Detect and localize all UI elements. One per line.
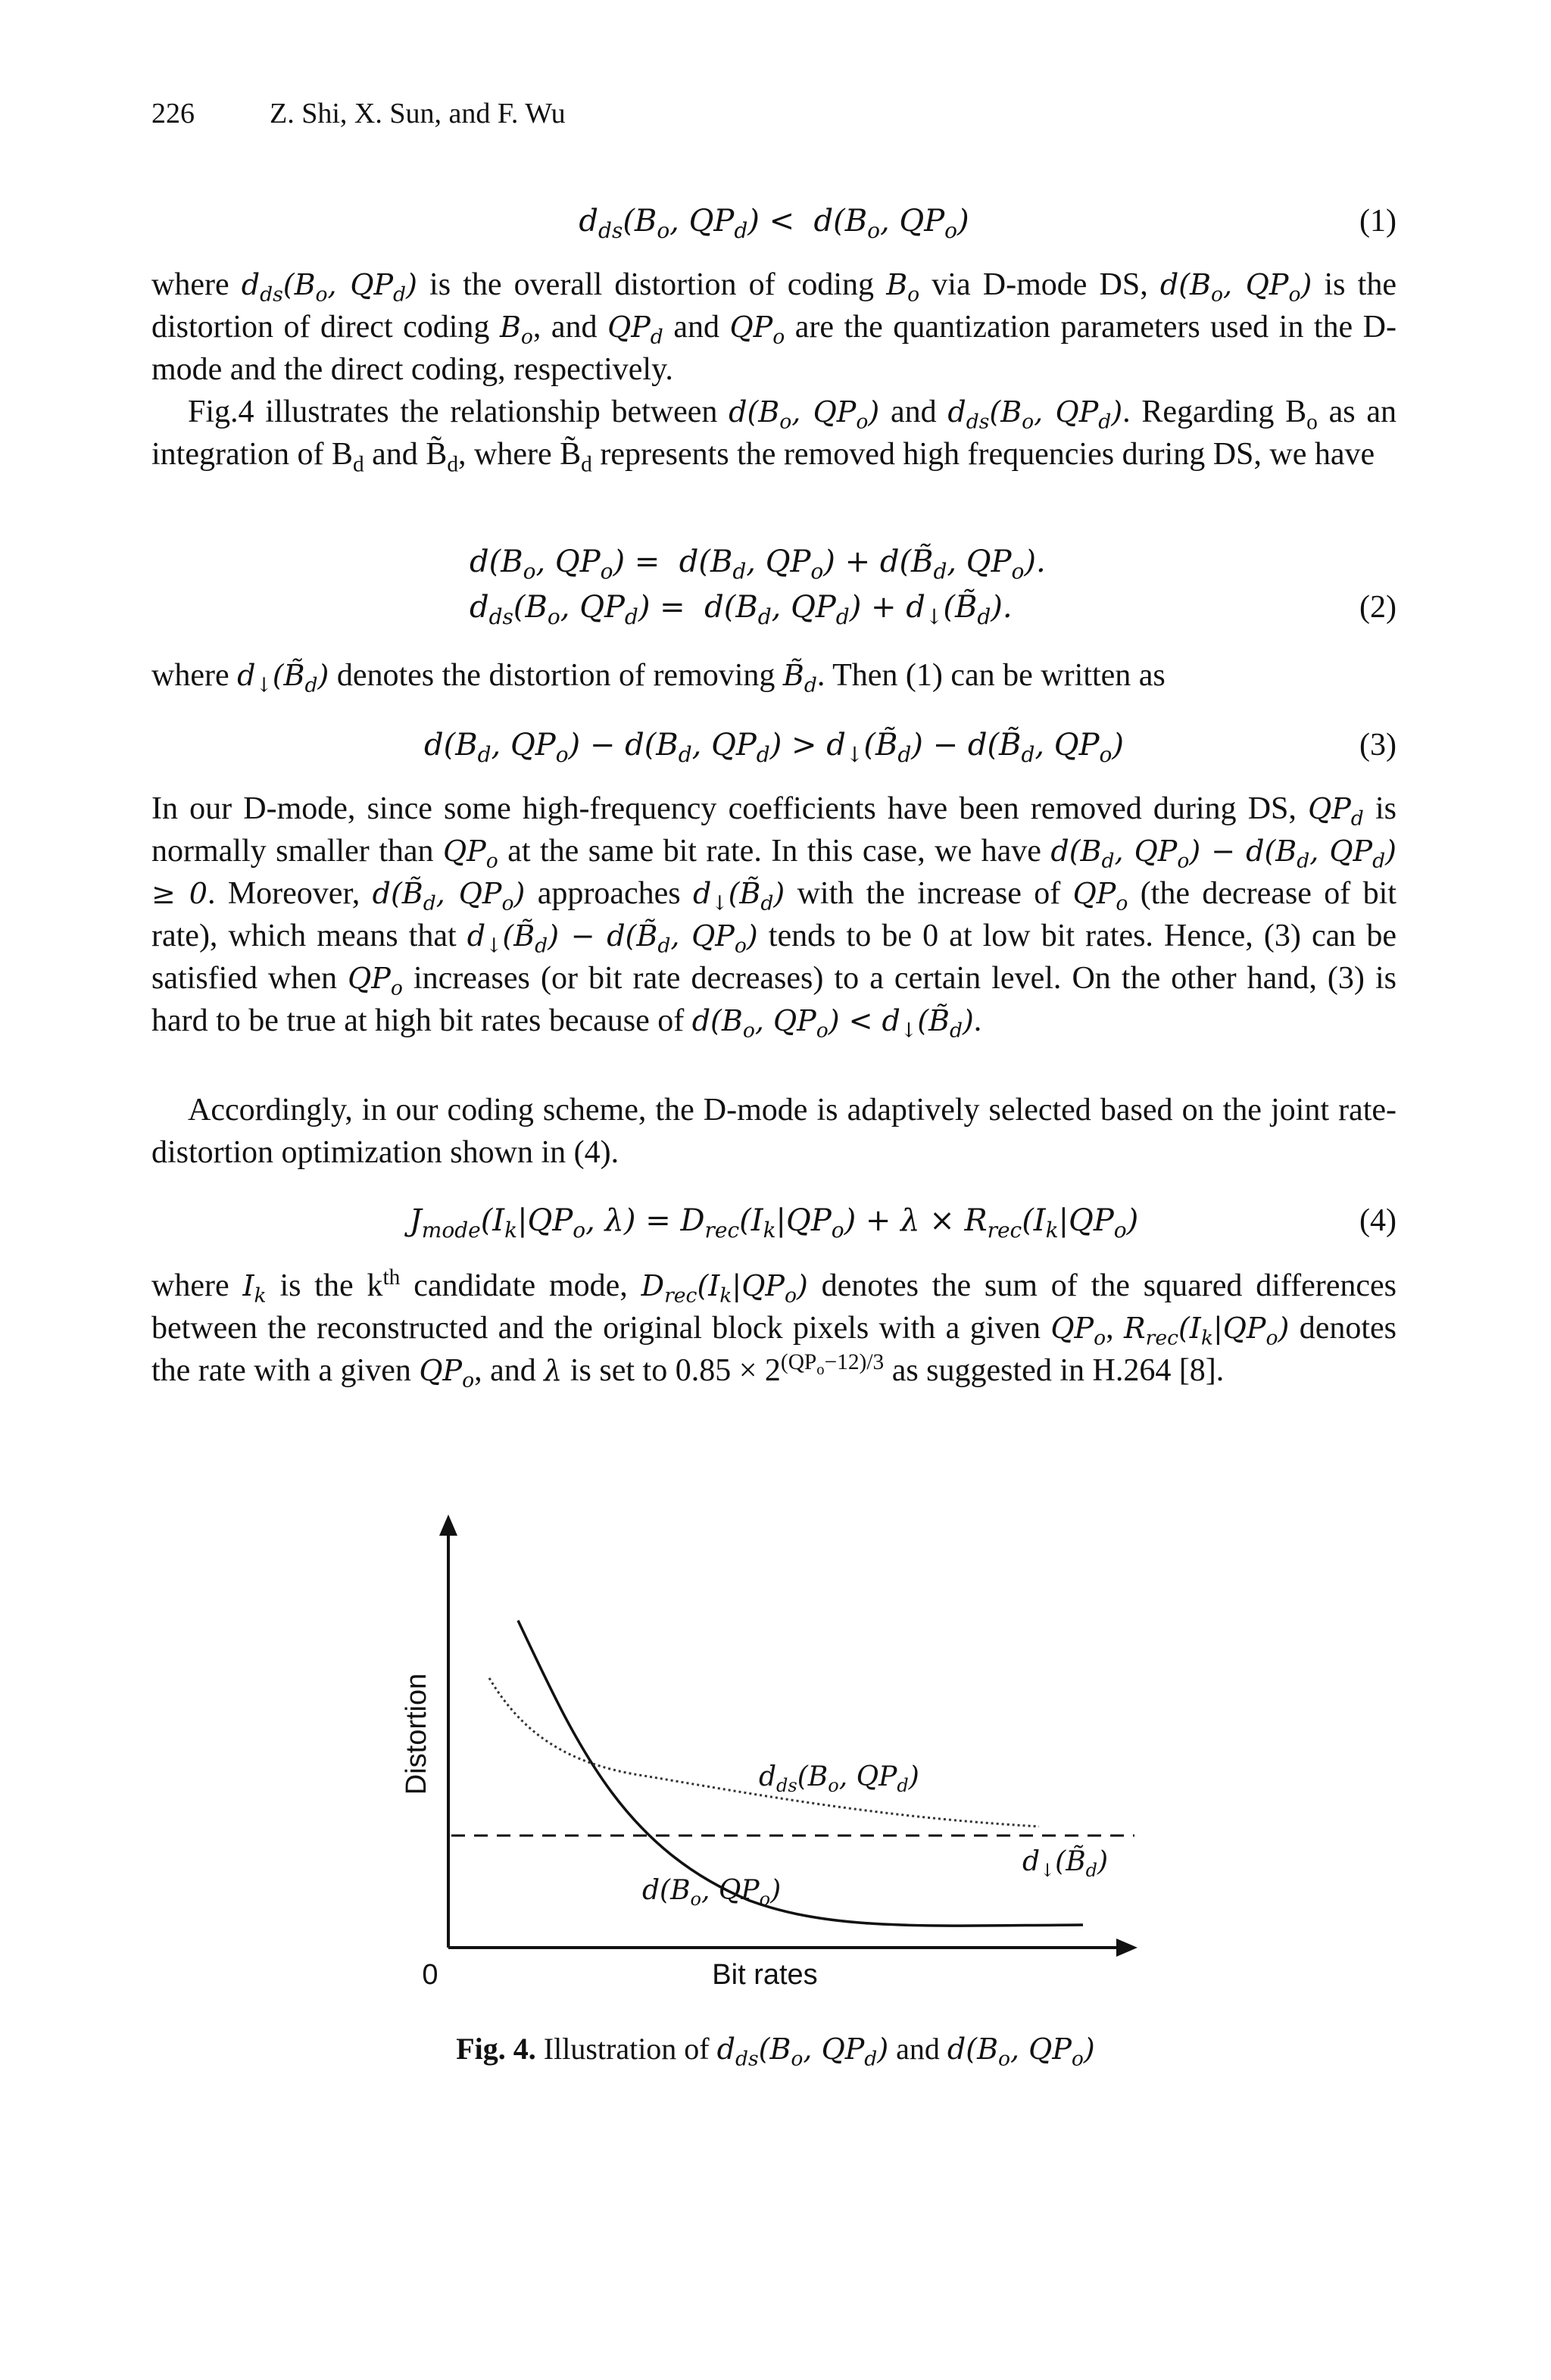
equation-3 xyxy=(151,722,1397,768)
curve-dmode-ds xyxy=(489,1678,1039,1826)
x-axis-label: Bit rates xyxy=(712,1959,818,1991)
y-axis-label: Distortion xyxy=(401,1673,432,1795)
paragraph-2: Fig.4 illustrates the relationship between $d(B_o$, $QP_o$) and $d_{ds}(B_o$, $QP_d$). Regarding $B_o$ as an integration of $B_d$ and $B̃_d$, where $B̃_d$ represents the removed high frequencies during DS, we have xyxy=(151,395,1397,477)
paragraph-6: where $I_k$ is the $k^{th}$ candidate mode, $D_{rec}(I_k|QP_o)$ denotes the sum of the squared differences between the reconstructed and the original block pixels with a given $QP_o$, $R_{rec}(I_k|QP_o)$ denotes the rate with a given $QP_o$, and λ is set to $0.85 \times 2^{(QP_o-12)/3}$ as suggested in H.264 [8]. xyxy=(151,1265,1397,1393)
y-axis-arrow xyxy=(439,1514,457,1536)
paragraph-1: where $d_{ds}(B_o$, $QP_d$) is the overall distortion of coding $B_o$ via D-mode DS, $d(B_o$, $QP_o$) is the distortion of direct coding $B_o$, and $QP_d$ and $QP_o$ are the quantization parameters used in the D-mode and the direct coding, respectively. xyxy=(151,267,1397,387)
equation-2: $d(B_o$, $QP_o) = d(B_d$, $QP_o$) + $d(B̃_d$, $QP_o$). $d_{ds}(B_o$, $QP_d) = d(B_d$, $QP_d$) + $d_↓(B̃_d)$. xyxy=(470,544,1046,629)
equation-2-number: (2) xyxy=(1359,590,1397,625)
label-removal-distortion: $d_↓(B̃_d)$ xyxy=(1022,1846,1109,1881)
equation-4 xyxy=(151,1198,1397,1243)
equation-4-number: (4) xyxy=(1359,1203,1397,1238)
paragraph-5: Accordingly, in our coding scheme, the D-mode is adaptively selected based on the joint rate-distortion optimization shown in (4). xyxy=(151,1093,1397,1170)
figure-4-plot xyxy=(394,1507,1151,1992)
page-number: 226 xyxy=(151,98,195,129)
paragraph-3: where $d_↓(B̃_d)$ denotes the distortion of removing $B̃_d$. Then (1) can be written as xyxy=(151,658,1166,697)
x-axis-arrow xyxy=(1116,1939,1138,1957)
equation-4-expr: $J_{mode}(I_k|QP_o$, $\lambda) = D_{rec}(I_k|QP_o) + \lambda \times R_{rec}(I_k|QP_o)$ xyxy=(409,1203,1139,1243)
equation-3-number: (3) xyxy=(1359,728,1397,763)
label-direct-coding: $d(B_o$, $QP_o$) xyxy=(642,1875,782,1910)
paragraph-4: In our D-mode, since some high-frequency coefficients have been removed during DS, $QP_d$ is normally smaller than $QP_o$ at the same bit rate. In this case, we have $d(B_d$, $QP_o) - d(B_d$, $QP_d) \ge 0$. Moreover, $d(B̃_d$, $QP_o$) approaches $d_↓(B̃_d)$ with the increase of $QP_o$ (the decrease of bit rate), which means that $d_↓(B̃_d)$ − $d(B̃_d$, $QP_o$) tends to be 0 at low bit rates. Hence, (3) can be satisfied when $QP_o$ increases (or bit rate decreases) to a certain level. On the other hand, (3) is hard to be true at high bit rates because of $d(B_o$, $QP_o$) < $d_↓(B̃_d)$. xyxy=(151,791,1397,1043)
running-head-authors: Z. Shi, X. Sun, and F. Wu xyxy=(270,98,566,129)
equation-1-number: (1) xyxy=(1359,204,1397,239)
equation-3-expr: $d(B_d$, $QP_o) - d(B_d$, $QP_d$) > $d_↓(B̃_d)$ − $d(B̃_d$, $QP_o$) xyxy=(424,728,1124,767)
caption-label: Fig. 4. xyxy=(456,2032,536,2066)
equation-1 xyxy=(151,198,1397,244)
origin-label: 0 xyxy=(422,1959,438,1991)
caption-text: Illustration of $d_{ds}(B_o$, $QP_d$) and $d(B_o$, $QP_o$) xyxy=(535,2032,1095,2071)
figure-caption xyxy=(0,2031,1551,2071)
equation-1-expr: $d_{ds}(B_o$, $QP_d) < d(B_o$, $QP_o$) xyxy=(579,204,969,243)
label-dmode-ds: $d_{ds}(B_o$, $QP_d$) xyxy=(759,1761,919,1796)
